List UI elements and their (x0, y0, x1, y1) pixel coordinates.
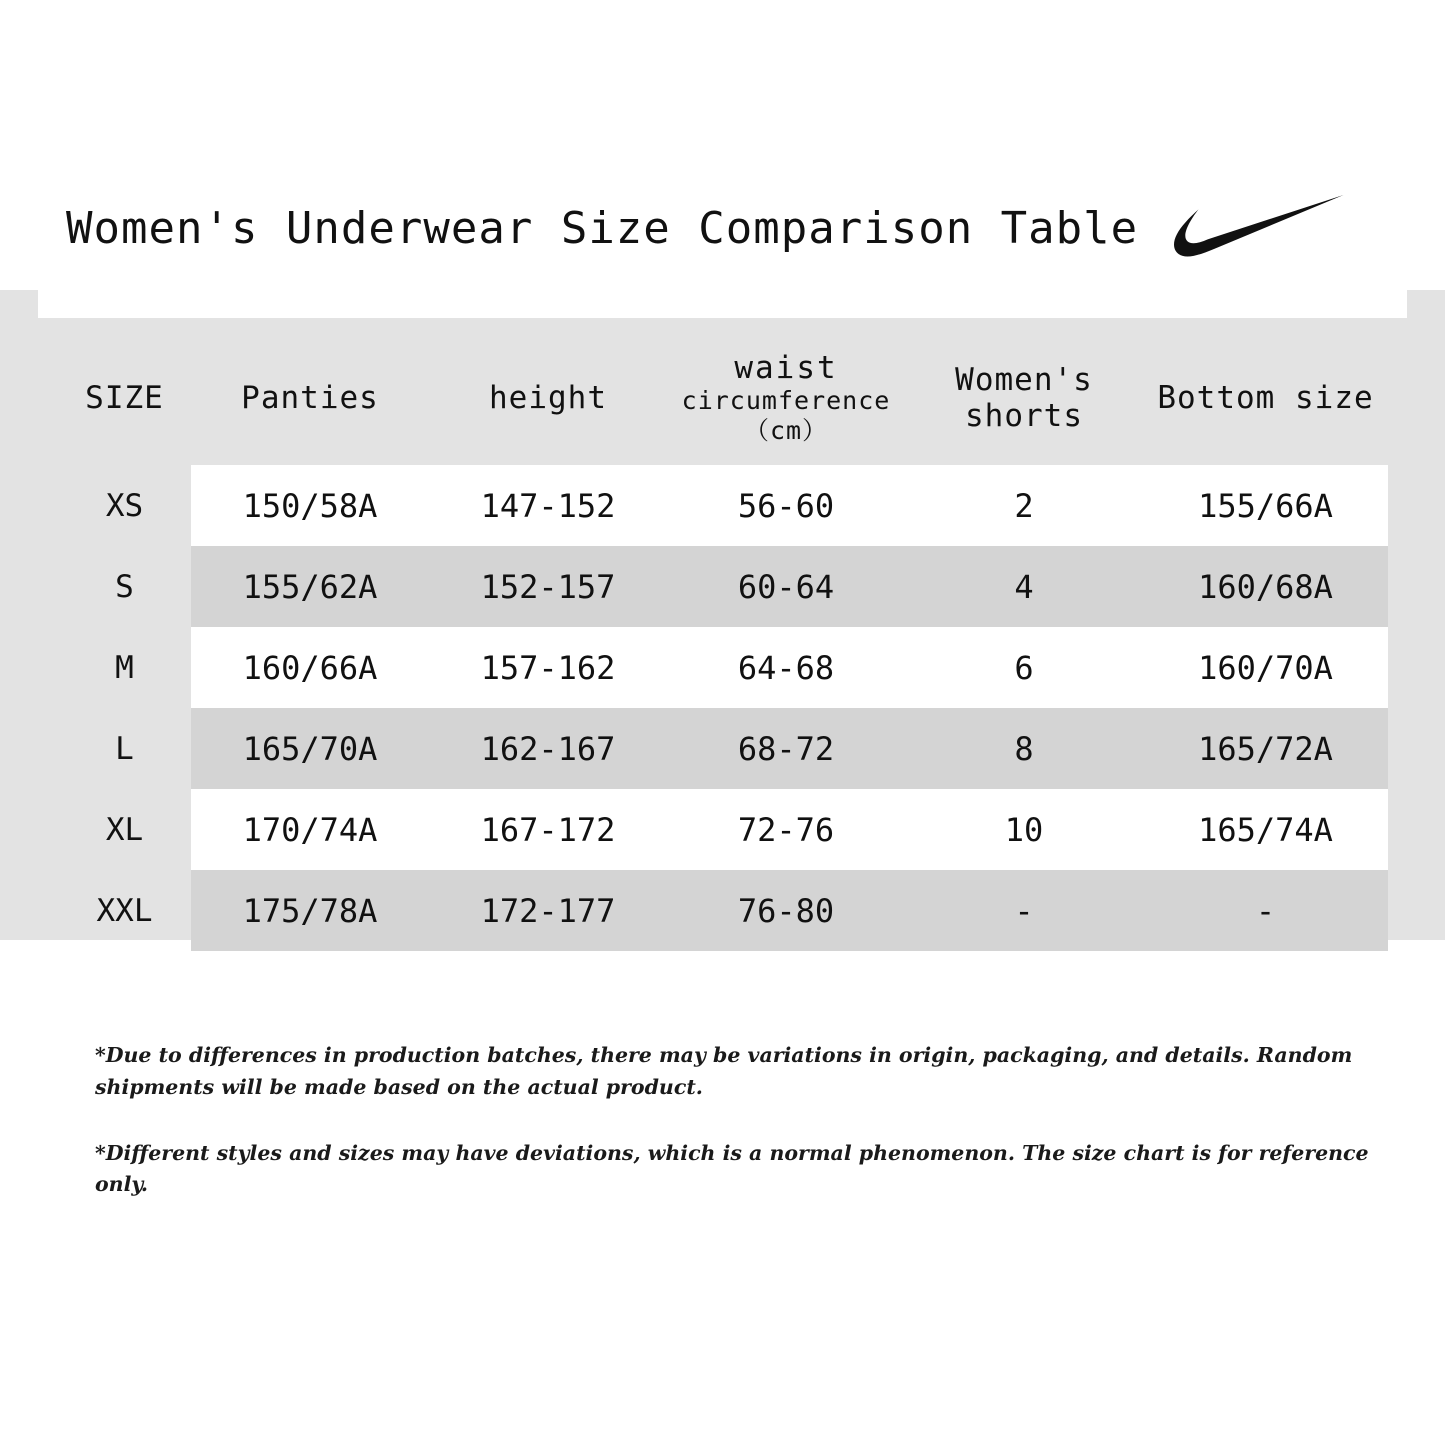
cell-height: 152-157 (429, 546, 667, 627)
cell-shorts: - (905, 870, 1143, 951)
cell-bottom: - (1143, 870, 1388, 951)
disclaimer-notes (95, 1040, 1375, 1201)
cell-shorts: 4 (905, 546, 1143, 627)
table-body (58, 465, 1388, 951)
cell-height: 162-167 (429, 708, 667, 789)
cell-bottom: 165/74A (1143, 789, 1388, 870)
table-header (58, 330, 1388, 465)
title-card (38, 138, 1407, 318)
table-row (58, 627, 1388, 708)
size-comparison-table (58, 330, 1388, 951)
waist-header-line1: waist (734, 349, 838, 386)
cell-height: 172-177 (429, 870, 667, 951)
column-header-waist-circumference (667, 330, 905, 465)
table-row (58, 870, 1388, 951)
cell-shorts: 6 (905, 627, 1143, 708)
waist-header-line3: （cm） (743, 415, 829, 445)
cell-panties: 155/62A (191, 546, 429, 627)
cell-waist: 72-76 (667, 789, 905, 870)
cell-waist: 56-60 (667, 465, 905, 546)
cell-shorts: 8 (905, 708, 1143, 789)
cell-panties: 165/70A (191, 708, 429, 789)
note-style-deviations: *Different styles and sizes may have deviations, which is a normal phenomenon. The size chart is for reference only. (95, 1140, 1369, 1197)
column-header-height: height (489, 379, 607, 416)
cell-size: XS (105, 487, 144, 524)
cell-panties: 150/58A (191, 465, 429, 546)
cell-bottom: 165/72A (1143, 708, 1388, 789)
cell-bottom: 155/66A (1143, 465, 1388, 546)
cell-size: M (115, 649, 134, 686)
table-row (58, 465, 1388, 546)
cell-size: S (115, 568, 134, 605)
cell-panties: 170/74A (191, 789, 429, 870)
cell-panties: 175/78A (191, 870, 429, 951)
column-header-bottom-size: Bottom size (1157, 379, 1374, 416)
header-row (58, 330, 1388, 465)
cell-size: XXL (96, 892, 153, 929)
nike-swoosh-icon (1174, 195, 1344, 261)
column-header-size: SIZE (85, 379, 164, 416)
cell-size: L (115, 730, 134, 767)
cell-waist: 64-68 (667, 627, 905, 708)
column-header-panties: Panties (241, 379, 379, 416)
size-table-container (0, 330, 1445, 951)
cell-panties: 160/66A (191, 627, 429, 708)
column-header-womens-shorts: Women's shorts (955, 361, 1093, 434)
cell-shorts: 2 (905, 465, 1143, 546)
cell-height: 167-172 (429, 789, 667, 870)
note-production-batches: *Due to differences in production batches, there may be variations in origin, packaging, and details. Random shipments will be made based on the actual product. (95, 1043, 1353, 1099)
page-title: Women's Underwear Size Comparison Table (66, 202, 1139, 254)
cell-bottom: 160/68A (1143, 546, 1388, 627)
cell-size: XL (105, 811, 144, 848)
table-row (58, 789, 1388, 870)
table-row (58, 708, 1388, 789)
table-row (58, 546, 1388, 627)
cell-height: 157-162 (429, 627, 667, 708)
waist-header-line2: circumference (681, 386, 891, 416)
cell-bottom: 160/70A (1143, 627, 1388, 708)
cell-shorts: 10 (905, 789, 1143, 870)
cell-waist: 60-64 (667, 546, 905, 627)
cell-waist: 76-80 (667, 870, 905, 951)
cell-waist: 68-72 (667, 708, 905, 789)
cell-height: 147-152 (429, 465, 667, 546)
